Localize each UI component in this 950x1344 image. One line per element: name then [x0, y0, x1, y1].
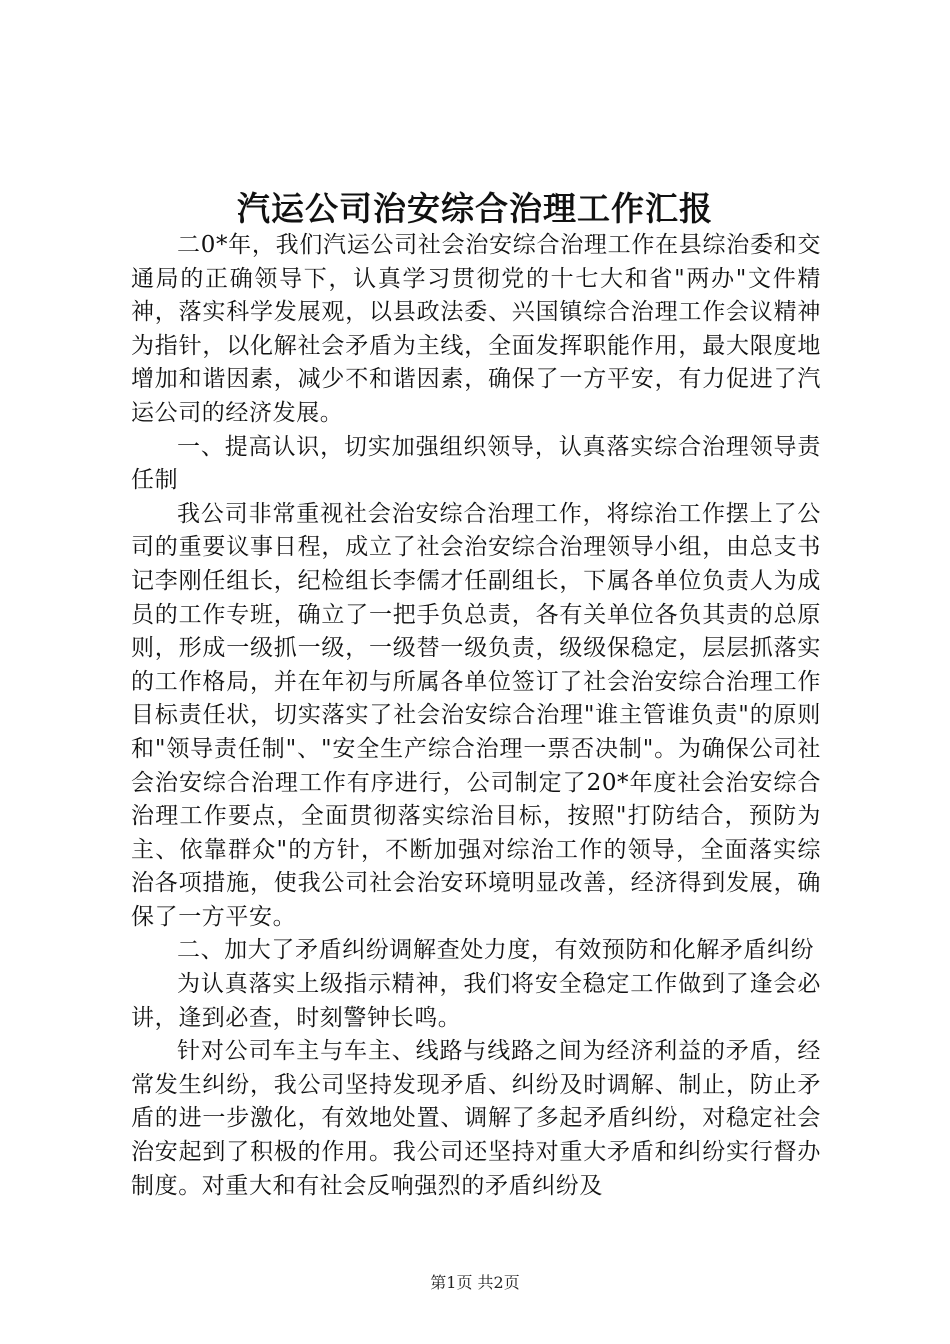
page-number-footer: 第1页 共2页: [430, 1273, 520, 1292]
section-heading-1: 一、提高认识，切实加强组织领导，认真落实综合治理领导责任制: [131, 433, 821, 494]
document-body: [131, 229, 821, 1203]
paragraph-intro: 二0*年，我们汽运公司社会治安综合治理工作在县综治委和交通局的正确领导下，认真学习贯彻党的十七大和省"两办"文件精神，落实科学发展观，以县政法委、兴国镇综合治理工作会议精神为指针，以化解社会矛盾为主线，全面发挥职能作用，最大限度地增加和谐因素，减少不和谐因素，确保了一方平安，有力促进了汽运公司的经济发展。: [131, 232, 821, 426]
paragraph-section-1: 我公司非常重视社会治安综合治理工作，将综治工作摆上了公司的重要议事日程，成立了社会治安综合治理领导小组，由总支书记李刚任组长，纪检组长李儒才任副组长，下属各单位负责人为成员的工作专班，确立了一把手负总责，各有关单位各负其责的总原则，形成一级抓一级，一级替一级负责，级级保稳定，层层抓落实的工作格局，并在年初与所属各单位签订了社会治安综合治理工作目标责任状，切实落实了社会治安综合治理"谁主管谁负责"的原则和"领导责任制"、"安全生产综合治理一票否决制"。为确保公司社会治安综合治理工作有序进行，公司制定了20*年度社会治安综合治理工作要点，全面贯彻落实综治目标，按照"打防结合，预防为主、依靠群众"的方针，不断加强对综治工作的领导，全面落实综治各项措施，使我公司社会治安环境明显改善，经济得到发展，确保了一方平安。: [131, 500, 821, 930]
paragraph-section-2b: 针对公司车主与车主、线路与线路之间为经济利益的矛盾，经常发生纠纷，我公司坚持发现矛盾、纠纷及时调解、制止，防止矛盾的进一步激化，有效地处置、调解了多起矛盾纠纷，对稳定社会治安起到了积极的作用。我公司还坚持对重大矛盾和纠纷实行督办制度。对重大和有社会反响强烈的矛盾纠纷及: [131, 1038, 821, 1199]
document-title: 汽运公司治安综合治理工作汇报: [237, 189, 713, 228]
section-heading-2: 二、加大了矛盾纠纷调解查处力度，有效预防和化解矛盾纠纷: [177, 937, 815, 964]
paragraph-section-2a: 为认真落实上级指示精神，我们将安全稳定工作做到了逢会必讲，逢到必查，时刻警钟长鸣。: [131, 971, 821, 1031]
